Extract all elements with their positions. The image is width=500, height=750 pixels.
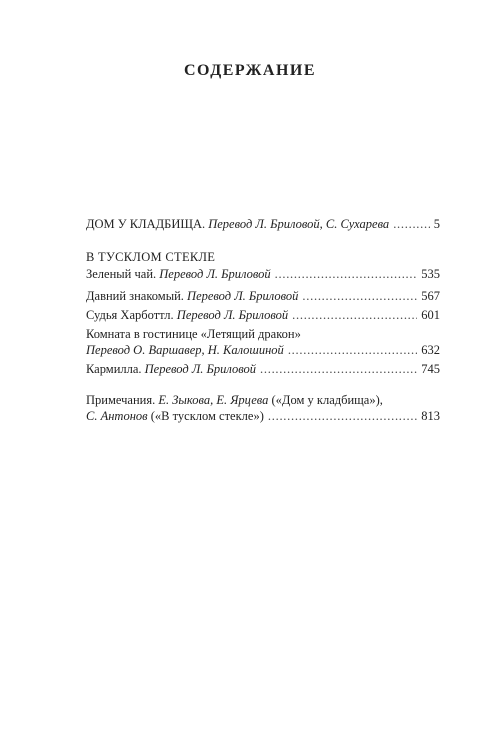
dot-leader bbox=[260, 361, 417, 377]
notes-reference: («Дом у кладбища»), bbox=[271, 393, 383, 407]
entry-title: ДОМ У КЛАДБИЩА. bbox=[86, 217, 206, 231]
toc-entry-carmilla[interactable] bbox=[86, 361, 440, 377]
toc-entry-house[interactable] bbox=[86, 216, 440, 232]
entry-translator: Перевод Л. Бриловой, С. Сухарева bbox=[208, 217, 390, 231]
notes-reference: («В тусклом стекле») bbox=[150, 409, 264, 423]
dot-leader bbox=[302, 288, 417, 304]
entry-translator: Перевод Л. Бриловой bbox=[144, 362, 257, 376]
entry-title: Кармилла. bbox=[86, 362, 142, 376]
entry-translator: Перевод Л. Бриловой bbox=[159, 267, 271, 281]
entry-title: Зеленый чай. bbox=[86, 267, 157, 281]
page-number: 5 bbox=[433, 217, 440, 231]
toc-entry-acquaintance[interactable] bbox=[86, 288, 440, 304]
entry-translator: Перевод Л. Бриловой bbox=[187, 289, 299, 303]
toc-title: СОДЕРЖАНИЕ bbox=[183, 62, 317, 79]
page-number: 535 bbox=[421, 267, 440, 281]
dot-leader bbox=[292, 307, 417, 323]
page-number: 813 bbox=[421, 409, 440, 423]
page-number: 567 bbox=[421, 289, 440, 303]
dot-leader bbox=[275, 266, 418, 282]
notes-authors: С. Антонов bbox=[86, 409, 148, 423]
page-number: 601 bbox=[421, 308, 440, 322]
toc-entry-judge[interactable] bbox=[86, 307, 440, 323]
dot-leader bbox=[393, 216, 430, 232]
toc-entry-green-tea[interactable] bbox=[86, 266, 440, 282]
entry-translator: Перевод Л. Бриловой bbox=[176, 308, 289, 322]
entry-title: Судья Харботтл. bbox=[86, 308, 174, 322]
entry-title: Комната в гостинице «Летящий дракон» bbox=[86, 327, 301, 341]
entry-title: Давний знакомый. bbox=[86, 289, 184, 303]
dot-leader bbox=[288, 342, 417, 358]
page-number: 632 bbox=[421, 343, 440, 357]
page-number: 745 bbox=[421, 362, 440, 376]
notes-authors: Е. Зыкова, Е. Ярцева bbox=[158, 393, 269, 407]
notes-label: Примечания. bbox=[86, 393, 156, 407]
toc-entry-dragon[interactable] bbox=[86, 326, 440, 358]
toc-entry-notes[interactable] bbox=[86, 392, 440, 424]
dot-leader bbox=[268, 408, 417, 424]
section-heading: В ТУСКЛОМ СТЕКЛЕ bbox=[86, 250, 216, 264]
entry-translator: Перевод О. Варшавер, Н. Калошиной bbox=[86, 343, 284, 357]
